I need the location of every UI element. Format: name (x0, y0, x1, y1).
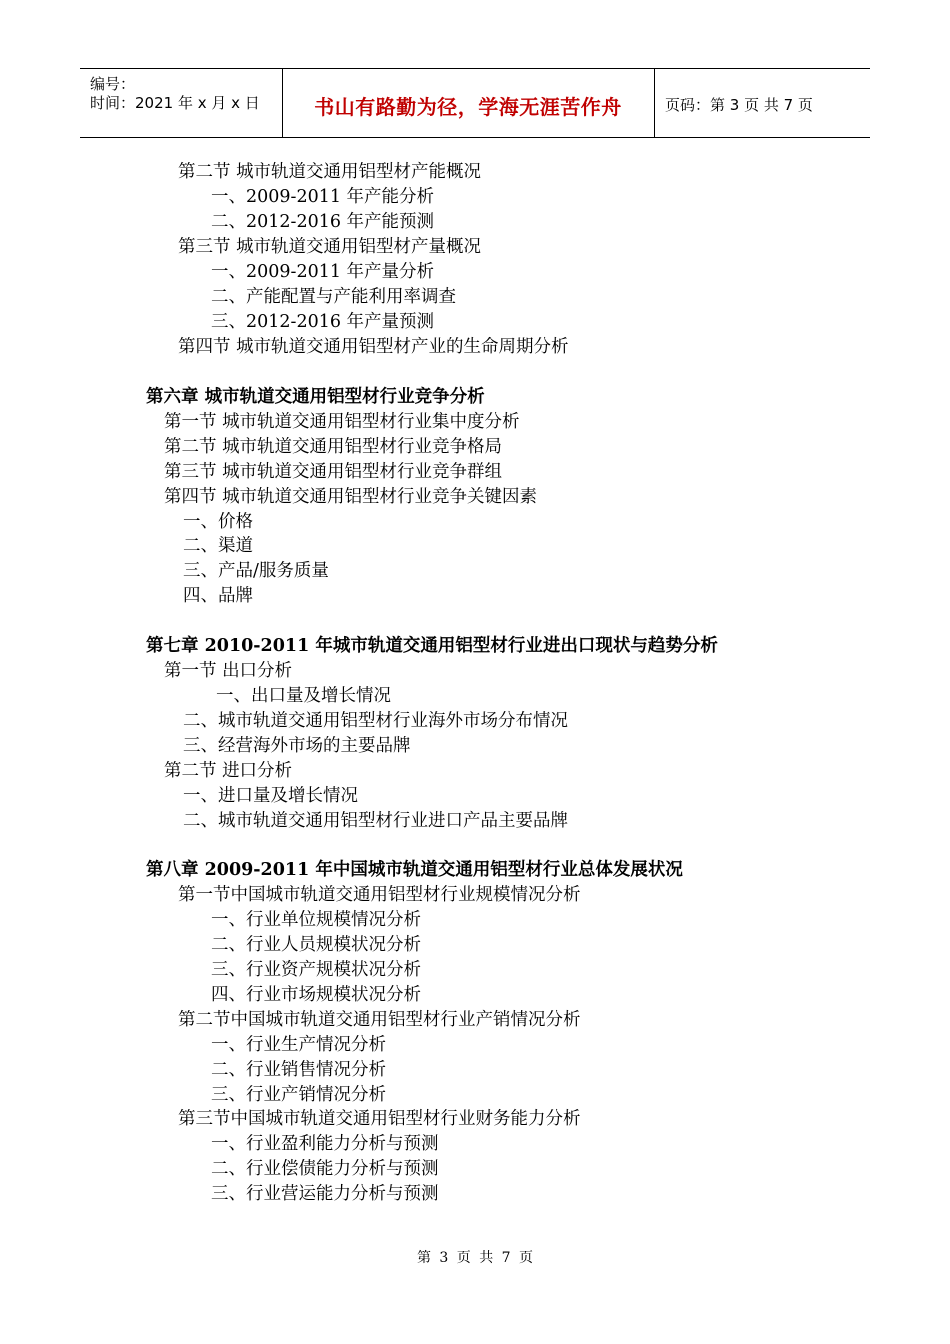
toc-item: 二、产能配置与产能利用率调查 (211, 287, 456, 307)
header-motto-cell (282, 69, 655, 137)
header-motto: 书山有路勤为径，学海无涯苦作舟 (314, 95, 622, 119)
header-page-number: 页码：第 3 页 共 7 页 (665, 96, 813, 114)
toc-section: 第四节 城市轨道交通用铝型材产业的生命周期分析 (178, 337, 569, 357)
toc-item: 三、行业资产规模状况分析 (211, 960, 421, 980)
toc-section: 第二节 城市轨道交通用铝型材产能概况 (178, 162, 482, 182)
toc-section: 第二节 进口分析 (164, 761, 293, 781)
toc-item: 二、行业偿债能力分析与预测 (211, 1159, 439, 1179)
toc-item: 一、价格 (183, 512, 253, 532)
toc-item: 一、进口量及增长情况 (183, 786, 358, 806)
page-header (80, 68, 870, 138)
toc-item: 一、行业单位规模情况分析 (211, 910, 421, 930)
toc-item: 二、行业销售情况分析 (211, 1060, 386, 1080)
toc-section: 第四节 城市轨道交通用铝型材行业竞争关键因素 (164, 487, 538, 507)
page-footer: 第 3 页 共 7 页 (416, 1250, 534, 1266)
header-meta-cell (80, 69, 283, 137)
toc-item: 一、出口量及增长情况 (216, 686, 391, 706)
toc-item: 一、2009-2011 年产量分析 (211, 262, 435, 282)
toc-item: 四、品牌 (183, 586, 253, 606)
toc-chapter: 第八章 2009-2011 年中国城市轨道交通用铝型材行业总体发展状况 (146, 860, 683, 880)
document-number-label: 编号： (90, 75, 136, 93)
document-date-label: 时间：2021 年 x 月 x 日 (90, 94, 260, 112)
toc-chapter: 第六章 城市轨道交通用铝型材行业竞争分析 (146, 387, 485, 407)
toc-section: 第三节 城市轨道交通用铝型材产量概况 (178, 237, 482, 257)
toc-section: 第一节 城市轨道交通用铝型材行业集中度分析 (164, 412, 520, 432)
toc-item: 一、2009-2011 年产能分析 (211, 187, 435, 207)
toc-item: 二、2012-2016 年产能预测 (211, 212, 435, 232)
toc-section: 第一节中国城市轨道交通用铝型材行业规模情况分析 (178, 885, 581, 905)
toc-item: 三、2012-2016 年产量预测 (211, 312, 435, 332)
toc-item: 三、行业产销情况分析 (211, 1085, 386, 1105)
toc-section: 第三节 城市轨道交通用铝型材行业竞争群组 (164, 462, 503, 482)
toc-item: 三、产品/服务质量 (183, 561, 329, 581)
toc-item: 一、行业生产情况分析 (211, 1035, 386, 1055)
toc-item: 二、渠道 (183, 536, 253, 556)
toc-section: 第二节 城市轨道交通用铝型材行业竞争格局 (164, 437, 503, 457)
toc-item: 二、城市轨道交通用铝型材行业海外市场分布情况 (183, 711, 568, 731)
toc-item: 四、行业市场规模状况分析 (211, 985, 421, 1005)
toc-section: 第一节 出口分析 (164, 661, 293, 681)
toc-item: 三、行业营运能力分析与预测 (211, 1184, 439, 1204)
toc-item: 二、城市轨道交通用铝型材行业进口产品主要品牌 (183, 811, 568, 831)
toc-section: 第三节中国城市轨道交通用铝型材行业财务能力分析 (178, 1109, 581, 1129)
header-page-cell (655, 69, 870, 137)
toc-item: 三、经营海外市场的主要品牌 (183, 736, 411, 756)
toc-chapter: 第七章 2010-2011 年城市轨道交通用铝型材行业进出口现状与趋势分析 (146, 636, 718, 656)
toc-item: 一、行业盈利能力分析与预测 (211, 1134, 439, 1154)
toc-section: 第二节中国城市轨道交通用铝型材行业产销情况分析 (178, 1010, 581, 1030)
toc-item: 二、行业人员规模状况分析 (211, 935, 421, 955)
